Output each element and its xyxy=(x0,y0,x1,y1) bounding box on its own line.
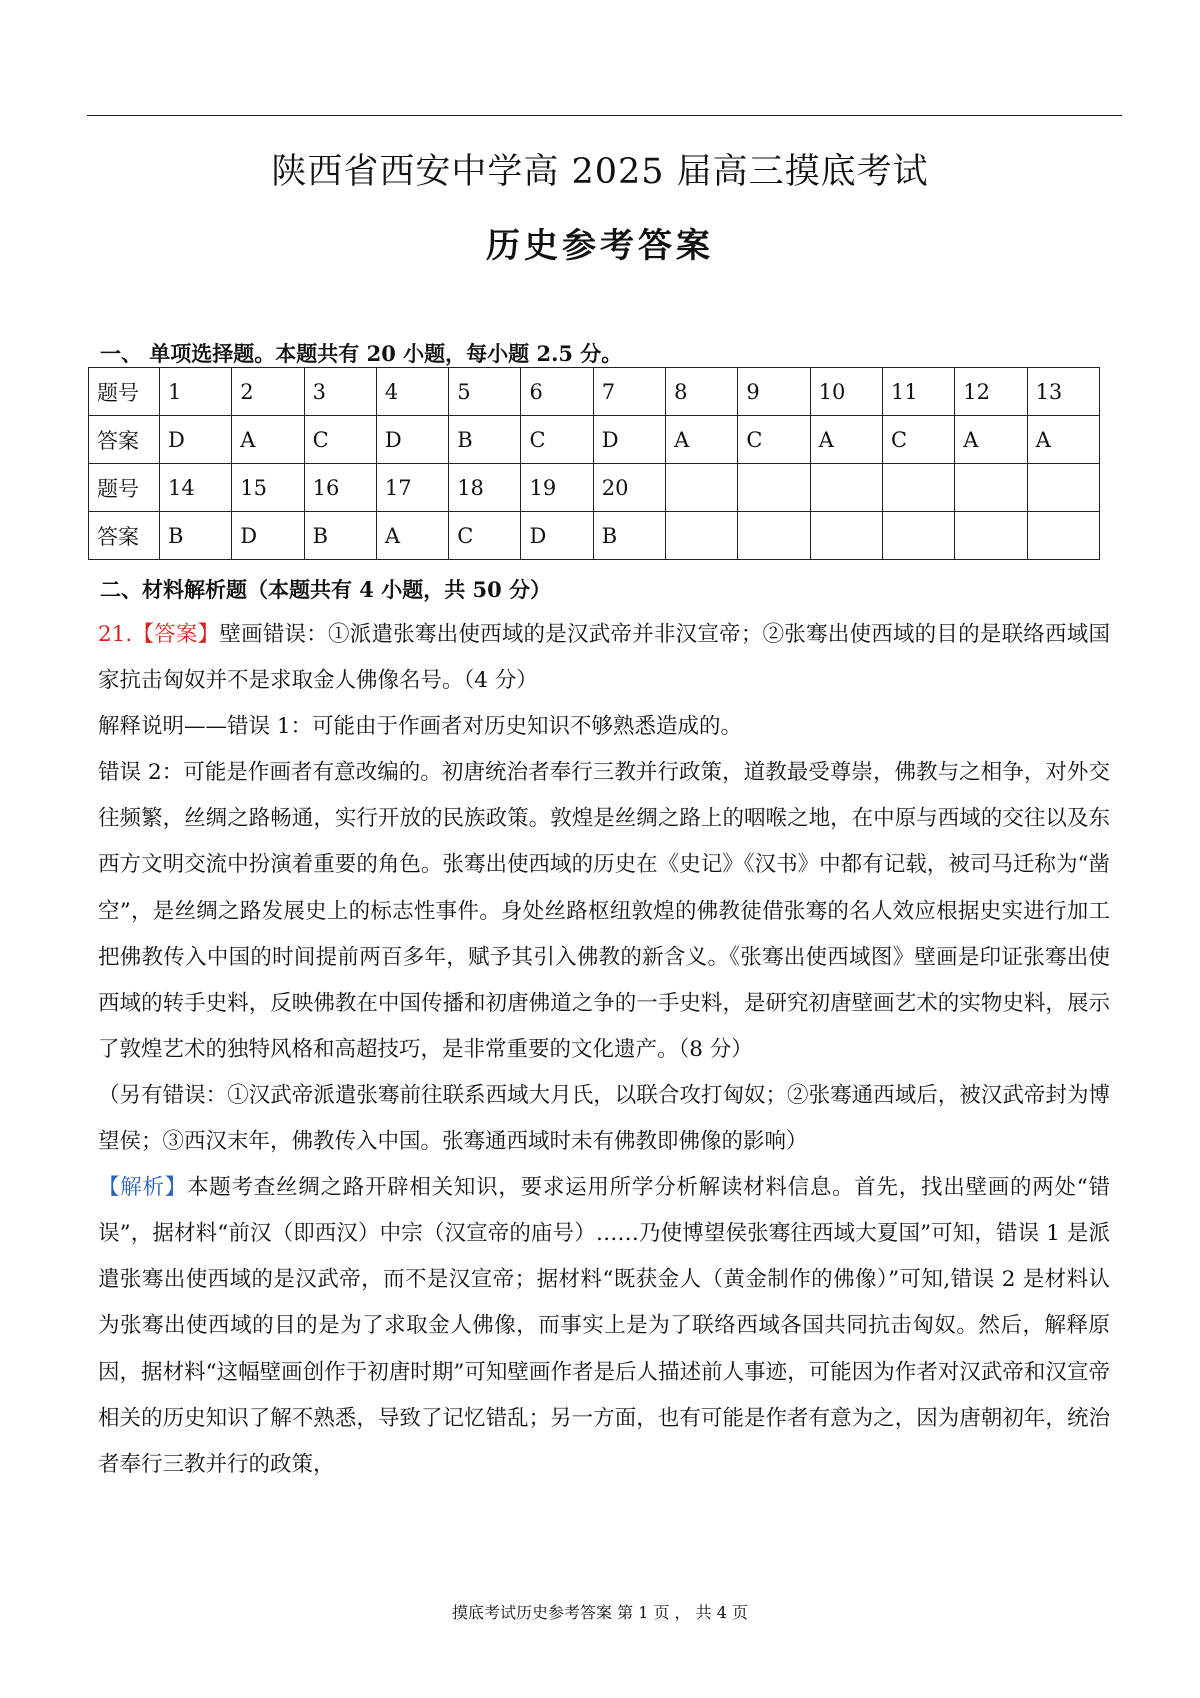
table-cell: 12 xyxy=(955,368,1027,416)
table-cell: B xyxy=(304,512,376,560)
table-cell xyxy=(738,512,810,560)
table-cell: C xyxy=(738,416,810,464)
table-cell: A xyxy=(955,416,1027,464)
table-cell: C xyxy=(449,512,521,560)
table-row xyxy=(89,368,1100,416)
analysis-text: 本题考查丝绸之路开辟相关知识，要求运用所学分析解读材料信息。首先，找出壁画的两处“错误”，据材料“前汉（即西汉）中宗（汉宣帝的庙号）……乃使博望侯张骞往西域大夏国”可知，错误 1 是派遣张骞出使西域的是汉武帝，而不是汉宣帝；据材料“既获金人（黄金制作的佛像）”可知,错误 2 是材料认为张骞出使西域的目的是为了求取金人佛像，而事实上是为了联络西域各国共同抗击匈奴。然后，解释原因，据材料“这幅壁画创作于初唐时期”可知壁画作者是后人描述前人事迹，可能因为作者对汉武帝和汉宣帝相关的历史知识了解不熟悉，导致了记忆错乱；另一方面，也有可能是作者有意为之，因为唐朝初年，统治者奉行三教并行的政策， xyxy=(98,1175,1110,1477)
table-cell: 13 xyxy=(1027,368,1099,416)
table-cell: 4 xyxy=(376,368,448,416)
question-21-body xyxy=(98,612,1110,1488)
table-cell: D xyxy=(376,416,448,464)
table-cell: B xyxy=(160,512,232,560)
answer-text: 壁画错误：①派遣张骞出使西域的是汉武帝并非汉宣帝；②张骞出使西域的目的是联络西域国家抗击匈奴并不是求取金人佛像名号。（4 分） xyxy=(98,622,1110,694)
table-cell xyxy=(955,512,1027,560)
table-row xyxy=(89,464,1100,512)
table-cell: 19 xyxy=(521,464,593,512)
section1-heading: 一、 单项选择题。本题共有 20 小题，每小题 2.5 分。 xyxy=(100,341,623,366)
table-row xyxy=(89,512,1100,560)
table-cell xyxy=(1027,464,1099,512)
table-cell xyxy=(882,464,954,512)
table-cell: B xyxy=(449,416,521,464)
page-subtitle: 历史参考答案 xyxy=(486,226,714,266)
top-rule xyxy=(87,115,1122,116)
table-cell: A xyxy=(376,512,448,560)
table-cell: 题号 xyxy=(89,464,160,512)
page-title: 陕西省西安中学高 2025 届高三摸底考试 xyxy=(271,152,929,192)
q21-analysis-paragraph xyxy=(98,1165,1110,1488)
section2-heading: 二、材料解析题（本题共有 4 小题，共 50 分） xyxy=(100,577,552,602)
table-cell: 1 xyxy=(160,368,232,416)
table-cell: B xyxy=(593,512,665,560)
table-cell: 17 xyxy=(376,464,448,512)
q21-answer-paragraph xyxy=(98,612,1110,704)
table-cell xyxy=(882,512,954,560)
table-cell xyxy=(810,464,882,512)
table-cell: 题号 xyxy=(89,368,160,416)
table-cell: 答案 xyxy=(89,512,160,560)
other-errors: （另有错误：①汉武帝派遣张骞前往联系西域大月氏，以联合攻打匈奴；②张骞通西域后，被汉武帝封为博望侯；③西汉末年，佛教传入中国。张骞通西域时未有佛教即佛像的影响） xyxy=(98,1082,1110,1155)
table-cell: 10 xyxy=(810,368,882,416)
table-cell: 18 xyxy=(449,464,521,512)
table-cell: 9 xyxy=(738,368,810,416)
question-number: 21. xyxy=(98,622,133,647)
table-cell xyxy=(738,464,810,512)
table-cell: 15 xyxy=(232,464,304,512)
explain-line-2: 错误 2：可能是作画者有意改编的。初唐统治者奉行三教并行政策，道教最受尊崇，佛教与之相争，对外交往频繁，丝绸之路畅通，实行开放的民族政策。敦煌是丝绸之路上的咽喉之地，在中原与西域的交往以及东西方文明交流中扮演着重要的角色。张骞出使西域的历史在《史记》《汉书》中都有记载，被司马迁称为“凿空”，是丝绸之路发展史上的标志性事件。身处丝路枢纽敦煌的佛教徒借张骞的名人效应根据史实进行加工把佛教传入中国的时间提前两百多年，赋予其引入佛教的新含义。《张骞出使西域图》壁画是印证张骞出使西域的转手史料，反映佛教在中国传播和初唐佛道之争的一手史料，是研究初唐壁画艺术的实物史料，展示了敦煌艺术的独特风格和高超技巧，是非常重要的文化遗产。（8 分） xyxy=(98,760,1110,1062)
page-footer: 摸底考试历史参考答案 第 1 页 ， 共 4 页 xyxy=(452,1603,748,1622)
table-cell: C xyxy=(521,416,593,464)
table-cell: 14 xyxy=(160,464,232,512)
table-cell xyxy=(1027,512,1099,560)
table-cell: 6 xyxy=(521,368,593,416)
table-row xyxy=(89,416,1100,464)
table-cell: C xyxy=(882,416,954,464)
table-cell: 20 xyxy=(593,464,665,512)
explain-line-1: 解释说明——错误 1：可能由于作画者对历史知识不够熟悉造成的。 xyxy=(98,714,743,740)
table-cell: 7 xyxy=(593,368,665,416)
table-cell xyxy=(666,464,738,512)
table-cell: C xyxy=(304,416,376,464)
table-cell: D xyxy=(521,512,593,560)
table-cell: 2 xyxy=(232,368,304,416)
table-cell: A xyxy=(810,416,882,464)
table-cell xyxy=(810,512,882,560)
table-cell: A xyxy=(1027,416,1099,464)
table-cell: 5 xyxy=(449,368,521,416)
table-cell: 8 xyxy=(666,368,738,416)
table-cell: D xyxy=(160,416,232,464)
table-cell: 11 xyxy=(882,368,954,416)
table-cell: D xyxy=(232,512,304,560)
table-cell: A xyxy=(666,416,738,464)
table-cell xyxy=(666,512,738,560)
analysis-tag: 【解析】 xyxy=(98,1175,187,1201)
answer-table xyxy=(88,367,1100,560)
table-cell: A xyxy=(232,416,304,464)
table-cell: D xyxy=(593,416,665,464)
table-cell: 16 xyxy=(304,464,376,512)
table-cell xyxy=(955,464,1027,512)
answer-tag: 【答案】 xyxy=(132,622,220,647)
table-cell: 答案 xyxy=(89,416,160,464)
table-cell: 3 xyxy=(304,368,376,416)
